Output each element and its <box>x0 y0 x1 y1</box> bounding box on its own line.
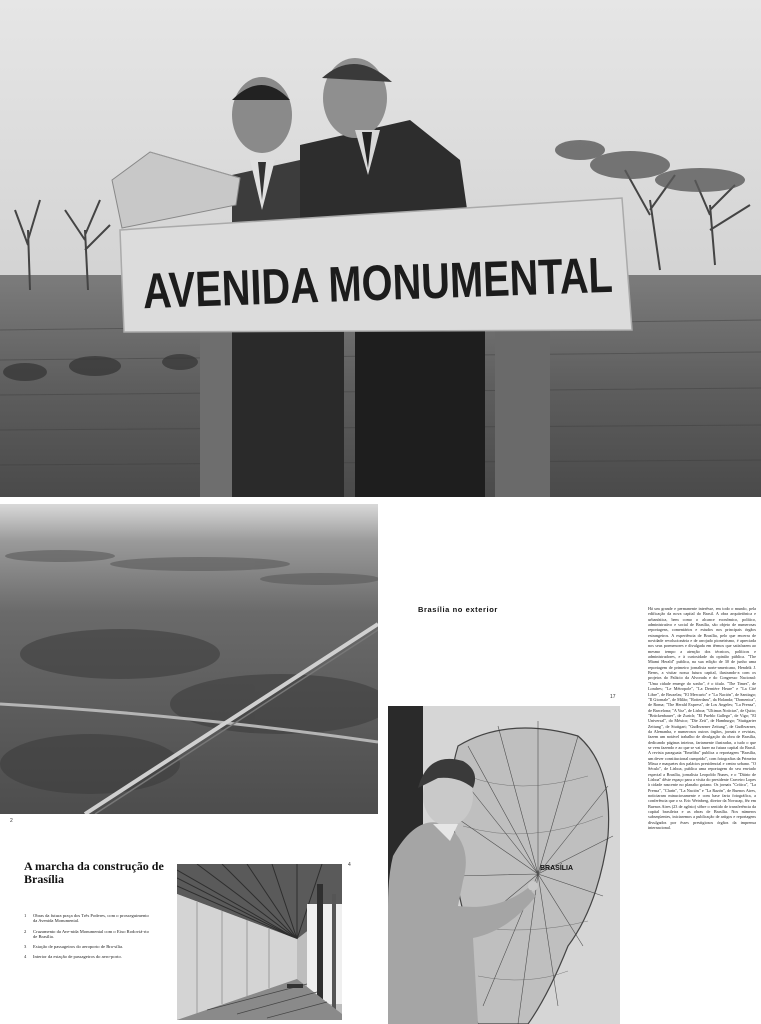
map-label: BRASÍLIA <box>540 865 574 872</box>
caption-number: 4 <box>24 954 27 960</box>
caption-number: 3 <box>24 944 27 950</box>
photo-woman-map <box>388 706 620 1024</box>
caption-item <box>24 913 154 924</box>
figure-number: 2 <box>10 818 13 824</box>
article-title: Brasília no exterior <box>418 605 498 614</box>
photo-airport-interior <box>177 864 342 1020</box>
article-body: Há um grande e permanente interêsse, em todo o mundo, pela edificação da nova capital do Brasil. A obra arquitetônica e urbanística, bem como o alcance econômico, político, administrativo e social de Brasília, são objeto de numerosas reportagens, comentários e estudos nos principais órgãos estrangeiros. A experiência de Brasília, pelo que encerra de novidade revolucionária e de arrojado pioneirismo, é apreciada nos seus pormenores e divulgada em têrmos que satisfazem ao mesmo tempo a atenção dos técnicos, políticos e administradores, e à curiosidade da opinião pública. "The Miami Herald" publica, na sua edição de 30 de junho uma reportagem de primeiro jornalista norte-americano, Hendrik J. Berns, a visitar nossa futura capital, ilustrando-a com os projetos do Palácio da Alvorada e do Congresso Nacional: "Uma cidade emerge do sonho", é o título. "The Times", de Londres; "Le Métropole", "La Dernière Heure" e "La Cité Libre", de Bruxelas; "El Mercurio" e "La Nación", de Santiago; "Il Giornale", de Milão; "Rotterdam", da Holanda; "Domenica", de Roma; "The Herald Express", de Los Angeles; "La Prensa", de Barcelona; "A Voz", de Lisboa; "Ultimas Noticias", de Quito; "Brückenbauer", de Zurich; "El Pueblo Gallego", de Vigo; "El Universal", do México; "Die Zeit", de Hamburgo; "Stuttgarter Zeitung", de Stuttgart; "Gudbvarner Zeitung", de Gudbvarner, da Alemanha, e numerosos outros órgãos, jornais e revistas, fazem um notável trabalho de divulgação da obra de Brasília, dedicando páginas inteiras, fartamente ilustradas, a tudo o que se vem fazendo e ao que se vai fazer na futura capital do Brasil. A revista paraguaia "Emeliba" publica a reportagem "Brasília, um dever constitucional cumprido", com fotografias da Primeira Missa e maquetes dos palácios presidencial e centro urbano. "O Século", de Lisboa, publica uma reportagem do seu enviado especial a Brasília, jornalista Leopoldo Nunes, e o "Diário de Lisboa" dêste espaço para a visita do presidente Craveiro Lopes à cidade nascente no planalto goiano. Os jornais "Crítica", "La Prensa", "Clarín", "La Nación" e "La Razón", de Buenos Aires, noticiaram minuciosamente e com base farta fotográfica, a conferência que o sr. Eric Weinberg, diretor da Novacap, fêz em Buenos Aires (23 de agôsto) sôbre o sentido de transferência da capital brasileira e as obras de Brasília. Nos números subseqüentes, iniciaremos a publicação de artigos e reportagens divulgados por êsses prestigiosos órgãos da imprensa internacional. <box>648 606 756 831</box>
caption-item <box>24 954 154 959</box>
caption-item <box>24 944 154 949</box>
photo-avenida-monumental <box>0 0 761 497</box>
caption-text: Estação de passageiros do aeroporto de Bra-sília. <box>33 944 124 950</box>
caption-text: Cruzamento da Ave-nida Monumental com o Eixo Rodoviá-rio de Brasília. <box>33 928 149 939</box>
caption-text: Interior da estação de passageiros do aero-porto. <box>33 954 122 960</box>
caption-text: Obras da futura praça dos Três Poderes, com o prosseguimento da Avenida Monumental. <box>33 913 149 924</box>
caption-number: 1 <box>24 913 27 918</box>
caption-number: 2 <box>24 928 27 934</box>
figure-number: 17 <box>610 694 616 700</box>
section-title: A marcha da construção de Brasília <box>24 859 164 886</box>
figure-number: 4 <box>348 862 351 868</box>
caption-list <box>24 913 154 965</box>
caption-item <box>24 929 154 940</box>
sign-text: AVENIDA MONUMENTAL <box>141 242 735 320</box>
photo-aerial-crossing <box>0 504 378 814</box>
